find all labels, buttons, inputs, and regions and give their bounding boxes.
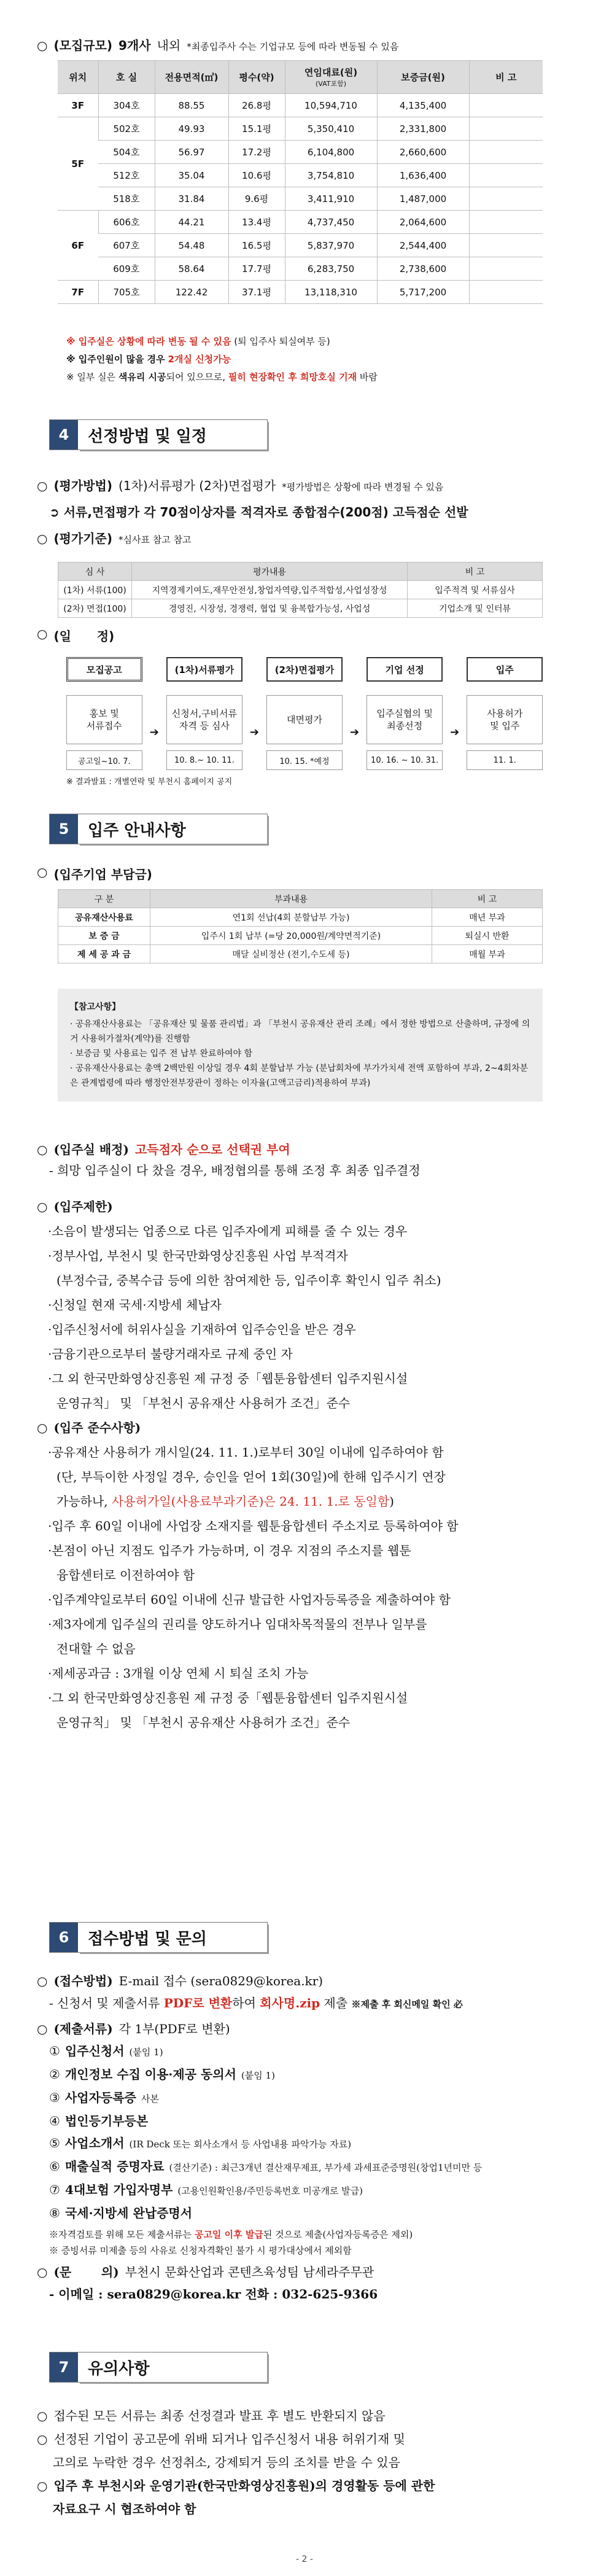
flow-step-body: 신청서,구비서류 자격 등 심사 [166, 695, 242, 744]
section-4-header [49, 419, 268, 450]
unit-row [58, 94, 543, 117]
flow-step-body: 대면평가 [266, 695, 343, 744]
unit-cell: 6,283,750 [285, 257, 377, 281]
unit-cell [469, 257, 543, 281]
restriction-item: ·신청일 현재 국세·지방세 체납자 [48, 1298, 222, 1312]
col-room: 호 실 [98, 61, 155, 94]
flow-step-date: 11. 1. [467, 750, 543, 770]
col-rent: 연임대료(원) (VAT포함) [285, 61, 377, 94]
unit-row [58, 257, 543, 281]
unit-cell: 2,331,800 [377, 117, 469, 141]
unit-cell: 1,487,000 [377, 187, 469, 211]
flow-step-head: (2차)면접평가 [266, 657, 343, 682]
compliance-item: ·그 외 한국만화영상진흥원 제 규정 중「웹툰융합센터 입주지원시설 [48, 1691, 408, 1705]
unit-row [58, 117, 543, 141]
unit-cell: 609호 [98, 257, 155, 281]
compliance-item: ·입주계약일로부터 60일 이내에 신규 발급한 사업자등록증을 제출하여야 함 [48, 1592, 451, 1607]
flow-step-date: 10. 15. *예정 [266, 750, 343, 770]
page-number: - 2 - [296, 2555, 313, 2564]
bullet: ○ [37, 38, 48, 53]
unit-cell: 13.4평 [228, 211, 285, 234]
unit-cell: 10,594,710 [285, 94, 377, 117]
section-7-number: 7 [50, 2352, 78, 2382]
allocation: ○ (입주실 배정) 고득점자 순으로 선택권 부여 - 희망 입주실이 다 찼을 경우, 배정협의를 통해 조정 후 최종 입주결정 [37, 1142, 421, 1178]
section-7-header [49, 2352, 268, 2383]
flow-step [166, 657, 242, 770]
document-item: ⑦ 4대보험 가입자명부 (고용인원확인용/주민등록번호 미공개로 발급) [49, 2182, 363, 2197]
cost-table: 구 분 부과내용 비 고 공유재산사용료 연1회 선납(4회 분할납부 가능) 매년 부과 보 증 금 입주시 1회 납부 (=당 20,000원/계약면적기준) 퇴실시 반환 제 세 공 과 금 매달 실비정산 (전기,수도세 등) 매월 부과 [58, 889, 543, 963]
unit-cell [469, 234, 543, 257]
flow-step-date: 10. 16. ~ 10. 31. [367, 750, 443, 770]
flow-step-date: 공고일~10. 7. [66, 750, 142, 770]
recruit-label: (모집규모) [53, 38, 113, 53]
restriction-item: ·소음이 발생되는 업종으로 다른 입주자에게 피해를 줄 수 있는 경우 [48, 1224, 408, 1239]
unit-cell: 37.1평 [228, 281, 285, 304]
document-item: ① 입주신청서 (붙임 1) [49, 2044, 163, 2058]
unit-cell: 56.97 [155, 141, 228, 164]
criteria-table-wrap [58, 562, 543, 618]
unit-cell: 3,754,810 [285, 164, 377, 187]
unit-cell: 502호 [98, 117, 155, 141]
restriction-item: (부정수급, 중복수급 등에 의한 참여제한 등, 입주이후 확인시 입주 취소) [56, 1273, 441, 1288]
arrow-right-icon: ➔ [149, 726, 159, 739]
section-6-header [49, 1922, 268, 1953]
flow-step-head: 모집공고 [66, 657, 142, 682]
unit-cell: 17.2평 [228, 141, 285, 164]
unit-cell: 35.04 [155, 164, 228, 187]
recruit-count: 9개사 [118, 38, 151, 53]
unit-cell: 44.21 [155, 211, 228, 234]
flow-step [66, 657, 142, 770]
document-item: ② 개인정보 수집 이용·제공 동의서 (붙임 1) [49, 2067, 275, 2082]
compliance-item: ·입주 후 60일 이내에 사업장 소재지를 웹툰융합센터 주소지로 등록하여야 함 [48, 1519, 459, 1533]
unit-cell: 304호 [98, 94, 155, 117]
unit-cell [469, 187, 543, 211]
flow-step-date: 10. 8.~ 10. 11. [166, 750, 242, 770]
units-table-wrap [58, 60, 543, 304]
units-table-body [58, 94, 543, 304]
contact-email: - 이메일 : sera0829@korea.kr 전화 : 032-625-9366 [49, 2287, 378, 2302]
col-pyeong: 평수(약) [228, 61, 285, 94]
recruit-line [37, 36, 575, 53]
unit-cell: 5,717,200 [377, 281, 469, 304]
schedule-flow [66, 657, 543, 770]
eval-method: ○ (평가방법) (1차)서류평가 (2차)면접평가 *평가방법은 상황에 따라 변경될 수 있음 ➲ 서류,면접평가 각 70점이상자를 적격자로 종합점수(200점) 고득점순 선발 ○ (평가기준) *심사표 참고 참고 [37, 476, 575, 547]
section-4-title: 선정방법 및 일정 [78, 420, 267, 449]
unit-cell: 1,636,400 [377, 164, 469, 187]
unit-cell [469, 281, 543, 304]
unit-cell: 606호 [98, 211, 155, 234]
restriction-item: ·정부사업, 부천시 및 한국만화영상진흥원 사업 부적격자 [48, 1248, 348, 1263]
unit-cell: 9.6평 [228, 187, 285, 211]
unit-cell: 122.42 [155, 281, 228, 304]
units-table [58, 60, 543, 304]
compliance-item: ·제세공과금 : 3개월 이상 연체 시 퇴실 조치 가능 [48, 1666, 309, 1681]
unit-cell: 504호 [98, 141, 155, 164]
document-item: ⑤ 사업소개서 (IR Deck 또는 회사소개서 등 사업내용 파악가능 자료) [49, 2136, 352, 2150]
cost-table-wrap [58, 889, 543, 963]
flow-note: ※ 결과발표 : 개별연락 및 부천시 홈페이지 공지 [66, 777, 233, 787]
unit-cell: 15.1평 [228, 117, 285, 141]
unit-cell: 5,350,410 [285, 117, 377, 141]
section-5-title: 입주 안내사항 [78, 814, 267, 844]
unit-cell: 2,544,400 [377, 234, 469, 257]
section-5-header [49, 814, 268, 844]
unit-cell: 49.93 [155, 117, 228, 141]
col-note: 비 고 [469, 61, 543, 94]
arrow-right-icon: ➔ [450, 726, 460, 739]
section-4-number: 4 [50, 420, 78, 449]
compliance-item: 운영규칙」 및 「부천시 공유재산 사용허가 조건」준수 [56, 1715, 351, 1730]
unit-cell: 5,837,970 [285, 234, 377, 257]
unit-cell [469, 117, 543, 141]
unit-row [58, 234, 543, 257]
unit-cell: 705호 [98, 281, 155, 304]
unit-cell: 26.8평 [228, 94, 285, 117]
unit-row [58, 164, 543, 187]
unit-cell: 607호 [98, 234, 155, 257]
unit-cell: 17.7평 [228, 257, 285, 281]
schedule-label: ○ (일 정) [37, 626, 115, 644]
unit-cell: 13,118,310 [285, 281, 377, 304]
restriction-item: 운영규칙」 및 「부천시 공유재산 사용허가 조건」준수 [56, 1396, 351, 1411]
flow-step [266, 657, 343, 770]
section-5-number: 5 [50, 814, 78, 844]
unit-cell: 2,064,600 [377, 211, 469, 234]
compliance-item: ·제3자에게 입주실의 권리를 양도하거나 임대차목적물의 전부나 일부를 [48, 1617, 427, 1632]
unit-cell: 4,737,450 [285, 211, 377, 234]
eval-result: ➲ 서류,면접평가 각 70점이상자를 적격자로 종합점수(200점) 고득점순 선발 [49, 505, 468, 519]
apply-method: ○ (접수방법) E-mail 접수 (sera0829@korea.kr) - 신청서 및 제출서류 PDF로 변환하여 회사명.zip 제출 ※제출 후 회신메일 확인 必 ○ (제출서류) 각 1부(PDF로 변환) ① 입주신청서 (붙임 1) ② 개인정보 수집 이용·제공 동의서 (붙임 1) ③ 사업자등록증 사본 ④ 법인등기부등본 ⑤ 사업소개서 (IR Deck 또는 회사소개서 등 사업내용 파악가능 자료) ⑥ 매출실적 증명자료 (결산기준) : 최근3개년 결산재무제표, 부가세 과세표준증명원(창업1년미만 등 ⑦ 4대보험 가입자명부 (고용인원확인용/주민등록번호 미공개로 발급) ⑧ 국세·지방세 완납증명서 ※자격검토를 위해 모든 제출서류는 공고일 이후 발급된 것으로 제출(사업자등록증은 제외) ※ 증빙서류 미제출 등의 사유로 신청자격확인 불가 시 평가대상에서 제외함 ○ (문 의) 부천시 문화산업과 콘텐츠육성팀 남세라주무관 - 이메일 : sera0829@korea.kr 전화 : 032-625-9366 [37, 1970, 575, 2305]
document-item: ⑧ 국세·지방세 완납증명서 [49, 2206, 193, 2220]
flow-step-body: 사용허가 및 입주 [467, 695, 543, 744]
flow-step [367, 657, 443, 770]
floor-cell: 7F [58, 281, 98, 304]
recruit-note: *최종입주사 수는 기업규모 등에 따라 변동될 수 있음 [187, 41, 399, 52]
flow-step-head: (1차)서류평가 [166, 657, 242, 682]
unit-row [58, 187, 543, 211]
compliance-item: ·본점이 아닌 지점도 입주가 가능하며, 이 경우 지점의 주소지를 웹툰 [48, 1543, 411, 1558]
unit-cell: 16.5평 [228, 234, 285, 257]
document-item: ④ 법인등기부등본 [49, 2114, 149, 2128]
unit-cell: 512호 [98, 164, 155, 187]
floor-cell: 3F [58, 94, 98, 117]
restriction-item: ·그 외 한국만화영상진흥원 제 규정 중「웹툰융합센터 입주지원시설 [48, 1371, 408, 1386]
restriction: ○ (입주제한) ·소음이 발생되는 업종으로 다른 입주자에게 피해를 줄 수 있는 경우 ·정부사업, 부천시 및 한국만화영상진흥원 사업 부적격자 (부정수급, 중복수급 등에 의한 참여제한 등, 입주이후 확인시 입주 취소) ·신청일 현재 국세·지방세 체납자 ·입주신청서에 허위사실을 기재하여 입주승인을 받은 경우 ·금융기관으로부터 불량거래자로 규제 중인 자 ·그 외 한국만화영상진흥원 제 규정 중「웹툰융합센터 입주지원시설 운영규칙」 및 「부천시 공유재산 사용허가 조건」준수 [37, 1194, 575, 1415]
unit-cell: 31.84 [155, 187, 228, 211]
unit-notes: ※ 입주실은 상황에 따라 변동 될 수 있음 (퇴 입주사 퇴실여부 등) ※ 입주인원이 많을 경우 2개실 신청가능 ※ 일부 실은 색유리 시공되어 있으므로, 필히 현장확인 후 희망호실 기재 바람 [66, 336, 378, 383]
flow-step-head: 기업 선정 [367, 657, 443, 682]
document-item: ⑥ 매출실적 증명자료 (결산기준) : 최근3개년 결산재무제표, 부가세 과세표준증명원(창업1년미만 등 [49, 2159, 483, 2174]
unit-row [58, 141, 543, 164]
recruit-suffix: 내외 [157, 38, 181, 53]
arrow-right-icon: ➔ [350, 726, 360, 739]
flow-step-body: 입주실협의 및 최종선정 [367, 695, 443, 744]
floor-cell: 6F [58, 211, 98, 281]
unit-cell: 3,411,910 [285, 187, 377, 211]
flow-step-head: 입주 [467, 657, 543, 682]
unit-cell [469, 141, 543, 164]
reference-box: 【참고사항】 · 공유재산사용료는 「공유재산 및 물품 관리법」과 「부천시 공유재산 관리 조례」에서 정한 방법으로 산출하며, 규정에 의거 사용허가절차(계약)를 진행함 · 보증금 및 사용료는 입주 전 납부 완료하여야 함 · 공유재산사용료는 총액 2백만원 이상일 경우 4회 분할납부 가능 (분납회차에 부가가치세 전액 포함하여 부과, 2~4회차분은 관계법령에 따라 행정안전부장관이 정하는 이자율(고액고금리)적용하여 부과) [58, 989, 543, 1102]
col-floor: 위치 [58, 61, 98, 94]
unit-row [58, 281, 543, 304]
unit-cell: 88.55 [155, 94, 228, 117]
cost-label: ○ (입주기업 부담금) [37, 865, 152, 882]
compliance-item: 전대할 수 없음 [56, 1641, 136, 1656]
section-6-number: 6 [50, 1923, 78, 1952]
unit-cell: 10.6평 [228, 164, 285, 187]
flow-step [467, 657, 543, 770]
flow-step-body: 홍보 및 서류접수 [66, 695, 142, 744]
unit-cell [469, 94, 543, 117]
unit-cell: 2,660,600 [377, 141, 469, 164]
col-area: 전용면적(㎡) [155, 61, 228, 94]
restriction-item: ·금융기관으로부터 불량거래자로 규제 중인 자 [48, 1347, 293, 1361]
compliance: ○ (입주 준수사항) ·공유재산 사용허가 개시일(24. 11. 1.)로부터 30일 이내에 입주하여야 함 (단, 부득이한 사정일 경우, 승인을 얻어 1회(30일)에 한해 입주시기 연장 가능하나, 사용허가일(사용료부과기준)은 24. 11. 1.로 동일함) ·입주 후 60일 이내에 사업장 소재지를 웹툰융합센터 주소지로 등록하여야 함 ·본점이 아닌 지점도 입주가 가능하며, 이 경우 지점의 주소지를 웹툰 융합센터로 이전하여야 함 ·입주계약일로부터 60일 이내에 신규 발급한 사업자등록증을 제출하여야 함 ·제3자에게 입주실의 권리를 양도하거나 임대차목적물의 전부나 일부를 전대할 수 없음 ·제세공과금 : 3개월 이상 연체 시 퇴실 조치 가능 ·그 외 한국만화영상진흥원 제 규정 중「웹툰융합센터 입주지원시설 운영규칙」 및 「부천시 공유재산 사용허가 조건」준수 [37, 1415, 575, 1735]
unit-row [58, 211, 543, 234]
unit-cell: 58.64 [155, 257, 228, 281]
unit-cell: 4,135,400 [377, 94, 469, 117]
col-deposit: 보증금(원) [377, 61, 469, 94]
section-7-title: 유의사항 [78, 2352, 267, 2382]
unit-cell: 6,104,800 [285, 141, 377, 164]
unit-cell [469, 164, 543, 187]
section-6-title: 접수방법 및 문의 [78, 1923, 267, 1952]
unit-cell [469, 211, 543, 234]
criteria-table: 심 사 평가내용 비 고 (1차) 서류(100) 지역경제기여도,재무안전성,창업자역량,입주적합성,사업성장성 입주적격 및 서류심사 (2차) 면접(100) 경영진, 시장성, 경쟁력, 협업 및 융복합가능성, 사업성 기업소개 및 인터뷰 [58, 562, 543, 618]
unit-cell: 54.48 [155, 234, 228, 257]
restriction-item: ·입주신청서에 허위사실을 기재하여 입주승인을 받은 경우 [48, 1322, 356, 1337]
arrow-right-icon: ➔ [249, 726, 259, 739]
floor-cell: 5F [58, 117, 98, 211]
precautions: ○ 접수된 모든 서류는 최종 선정결과 발표 후 별도 반환되지 않음 ○ 선정된 기업이 공고문에 위배 되거나 입주신청서 내용 허위기재 및 고의로 누락한 경우 선정취소, 강제퇴거 등의 조치를 받을 수 있음 ○ 입주 후 부천시와 운영기관(한국만화영상진흥원)의 경영활동 등에 관한 자료요구 시 협조하여야 함 [37, 2408, 435, 2516]
compliance-item: 융합센터로 이전하여야 함 [56, 1568, 195, 1582]
unit-cell: 518호 [98, 187, 155, 211]
document-item: ③ 사업자등록증 사본 [49, 2090, 159, 2105]
unit-cell: 2,738,600 [377, 257, 469, 281]
